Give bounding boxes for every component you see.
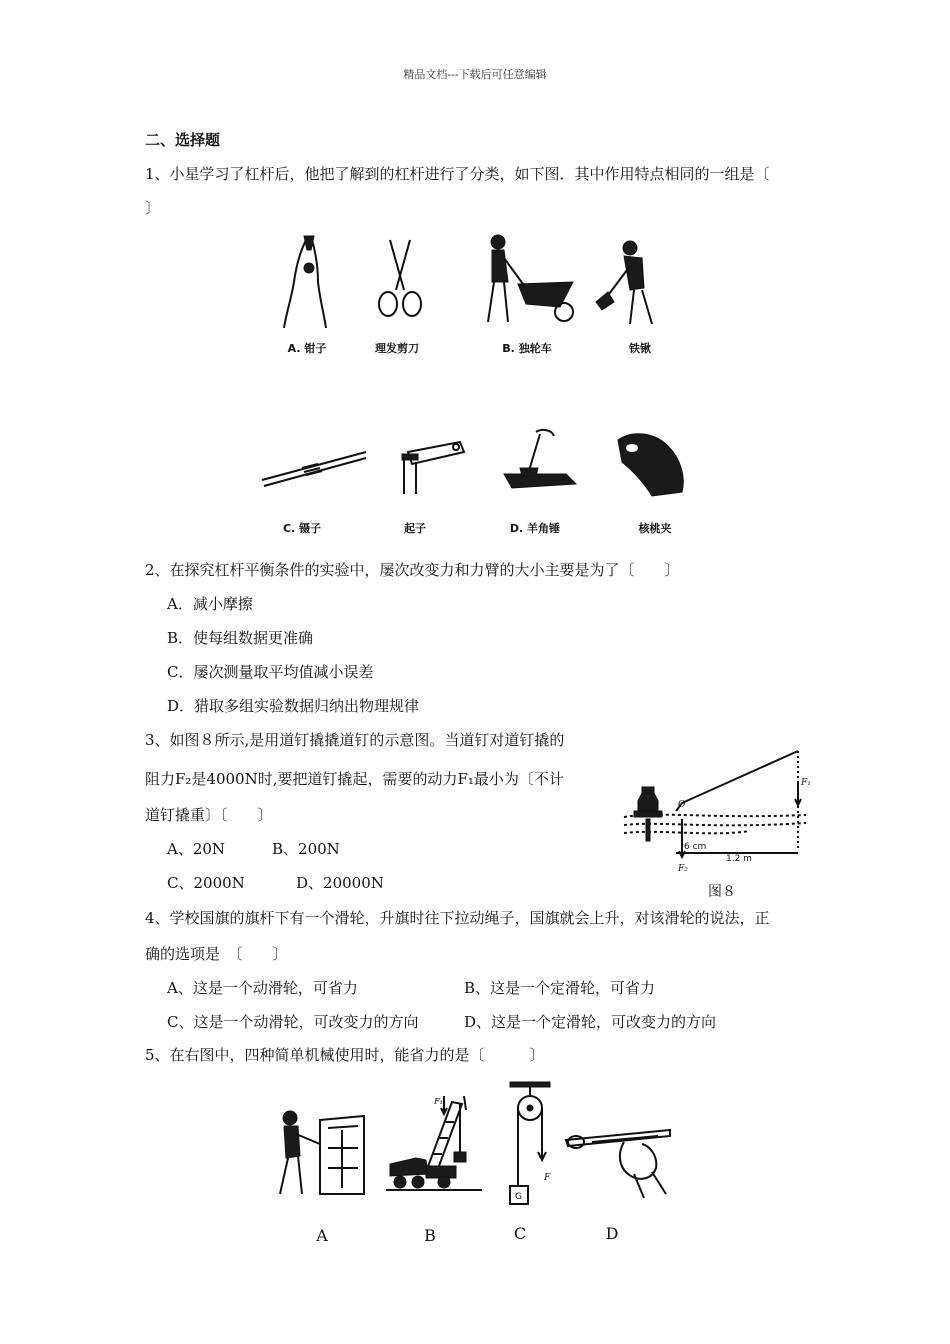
q3-stem-line1: 3、如图８所示,是用道钉撬撬道钉的示意图。当道钉对道钉撬的 [145,731,565,749]
caption-shovel: 铁锹 [629,342,651,355]
q5-caption-d: D [605,1224,619,1243]
q2-option-a: A．减小摩擦 [167,595,253,613]
q2-option-c: C．屡次测量取平均值减小误差 [167,663,374,681]
o-label: O [678,800,686,810]
caption-tweezers: C. 镊子 [282,522,322,535]
q3-option-b: B、200N [272,840,340,858]
f1-label: F₁ [801,778,811,788]
shovel-image [594,236,674,326]
q4-option-d: D、这是一个定滑轮，可改变力的方向 [464,1013,717,1031]
q5-f-label: F [544,1173,551,1183]
q4-option-c: C、这是一个动滑轮，可改变力的方向 [167,1013,419,1031]
crane-truck-image [386,1094,486,1198]
q4-option-a: A、这是一个动滑轮，可省力 [167,979,358,997]
q3-option-a: A、20N [167,840,226,858]
wheelbarrow-image [478,232,578,327]
q2-option-d: D．猎取多组实验数据归纳出物理规律 [167,697,420,715]
f2-label: F₂ [678,864,688,874]
q5-f1-label: F₁ [434,1097,443,1106]
crowbar-diagram [620,745,810,880]
nutcracker-image [612,430,692,500]
q5-caption-c: C [513,1224,527,1243]
q3-option-d: D、20000N [296,874,384,892]
q3-option-c: C、2000N [167,874,245,892]
q2-option-b: B．使每组数据更准确 [167,629,314,647]
q1-stem-line2: 〕 [145,199,161,217]
page-header: 精品文档---下载后可任意编辑 [403,68,547,81]
q4-stem-line1: 4、学校国旗的旗杆下有一个滑轮，升旗时往下拉动绳子，国旗就会上升，对该滑轮的说法，正 [145,909,770,927]
person-pushing-box-image [272,1108,368,1198]
q5-caption-a: A [316,1226,328,1245]
caption-pliers: A. 钳子 [287,342,327,355]
q2-stem: 2、在探究杠杆平衡条件的实验中，屡次改变力和力臂的大小主要是为了〔 〕 [145,561,680,579]
q5-g-label: G [515,1192,522,1202]
q3-stem-line2: 阻力F₂是4000N时,要把道钉撬起，需要的动力F₁最小为〔不计 [145,770,564,788]
caption-scissors: 理发剪刀 [375,342,419,355]
q5-stem: 5、在右图中，四种简单机械使用时，能省力的是〔 〕 [145,1046,545,1064]
section-title: 二、选择题 [145,131,221,149]
claw-hammer-image [500,428,580,494]
tweezers-image [258,444,370,489]
caption-bottle-opener: 起子 [404,522,426,535]
scissors-image [370,238,430,322]
1-2m-label: 1.2 m [726,854,752,864]
6cm-label: 6 cm [684,842,707,852]
q4-option-b: B、这是一个定滑轮，可省力 [464,979,656,997]
q4-stem-line2: 确的选项是 〔 〕 [145,945,288,963]
hand-with-tool-image [562,1112,674,1200]
figure-8-caption: 图８ [708,884,736,900]
pliers-image [278,232,338,332]
q3-stem-line3: 道钉撬重〕〔 〕 [145,806,273,824]
caption-wheelbarrow: B. 独轮车 [502,342,552,355]
caption-claw-hammer: D. 羊角锤 [509,522,561,535]
caption-nutcracker: 核桃夹 [638,522,672,535]
bottle-opener-image [398,438,468,496]
fixed-pulley-image [506,1080,556,1208]
q5-caption-b: B [424,1226,436,1245]
q1-stem-line1: 1、小星学习了杠杆后，他把了解到的杠杆进行了分类，如下图．其中作用特点相同的一组是〔 [145,165,770,183]
